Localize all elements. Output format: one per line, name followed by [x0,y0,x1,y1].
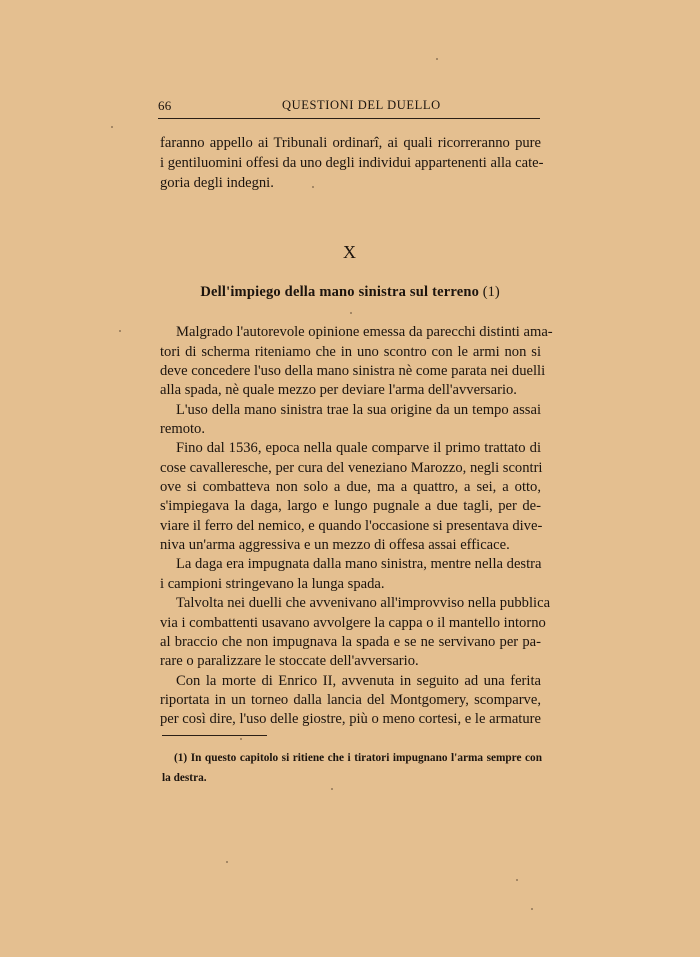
text-line: Talvolta nei duelli che avvenivano all'improvviso nella pubblica [176,595,551,611]
footnote-reference: (1) [482,284,500,300]
text-line: ove si combatteva non solo a due, ma a quattro, a sei, a otto, [160,479,541,495]
text-line: Con la morte di Enrico II, avvenuta in seguito ad una ferita [176,673,541,689]
header-rule [158,118,540,119]
paper-speck [516,879,518,881]
text-line: tori di scherma riteniamo che in uno scontro con le armi non si [160,344,541,360]
chapter-number: X [343,242,357,262]
text-line: per così dire, l'uso delle giostre, più o meno cortesi, e le armature [160,711,541,727]
text-line: cose cavalleresche, per cura del veneziano Marozzo, negli scontri [160,460,543,476]
text-line: via i combattenti usavano avvolgere la cappa o il mantello intorno [160,615,546,631]
paper-speck [240,738,242,740]
paper-speck [111,126,113,128]
footnote-line: (1) In questo capitolo si ritiene che i tiratori impugnano l'arma sempre con [174,752,542,764]
text-line: rare o paralizzare le stoccate dell'avversario. [160,653,419,669]
text-line: i gentiluomini offesi da uno degli individui appartenenti alla cate- [160,155,544,171]
chapter-title [0,282,700,302]
chapter-title-text: Dell'impiego della mano sinistra sul terreno [200,284,480,300]
text-line: i campioni stringevano la lunga spada. [160,576,385,592]
paper-speck [436,58,438,60]
text-line: s'impiegava la daga, largo e lungo pugnale a due tagli, per de- [160,498,541,514]
text-line: faranno appello ai Tribunali ordinarî, ai quali ricorreranno pure [160,135,541,151]
paper-speck [119,330,121,332]
text-line: L'uso della mano sinistra trae la sua origine da un tempo assai [176,402,541,418]
paper-speck [350,312,352,314]
text-line: deve concedere l'uso della mano sinistra nè come parata nei duelli [160,363,546,379]
paper-speck [312,186,314,188]
page-number: 66 [158,98,172,113]
footnote-line: la destra. [162,772,207,784]
footnote-rule [162,735,267,736]
page-header [158,98,540,116]
text-line: La daga era impugnata dalla mano sinistra, mentre nella destra [176,556,542,572]
text-line: al braccio che non impugnava la spada e se ne servivano per pa- [160,634,541,650]
text-line: alla spada, nè quale mezzo per deviare l'arma dell'avversario. [160,382,517,398]
text-line: Fino dal 1536, epoca nella quale comparve il primo trattato di [176,440,541,456]
paper-speck [331,788,333,790]
text-line: remoto. [160,421,205,437]
text-line: niva un'arma aggressiva e un mezzo di offesa assai efficace. [160,537,510,553]
running-title: QUESTIONI DEL DUELLO [282,98,441,112]
text-line: viare il ferro del nemico, e quando l'occasione si presentava dive- [160,518,543,534]
text-line: Malgrado l'autorevole opinione emessa da parecchi distinti ama- [176,324,553,340]
text-line: riportata in un torneo dalla lancia del Montgomery, scomparve, [160,692,541,708]
paper-speck [531,908,533,910]
text-line: goria degli indegni. [160,175,274,191]
paper-speck [226,861,228,863]
